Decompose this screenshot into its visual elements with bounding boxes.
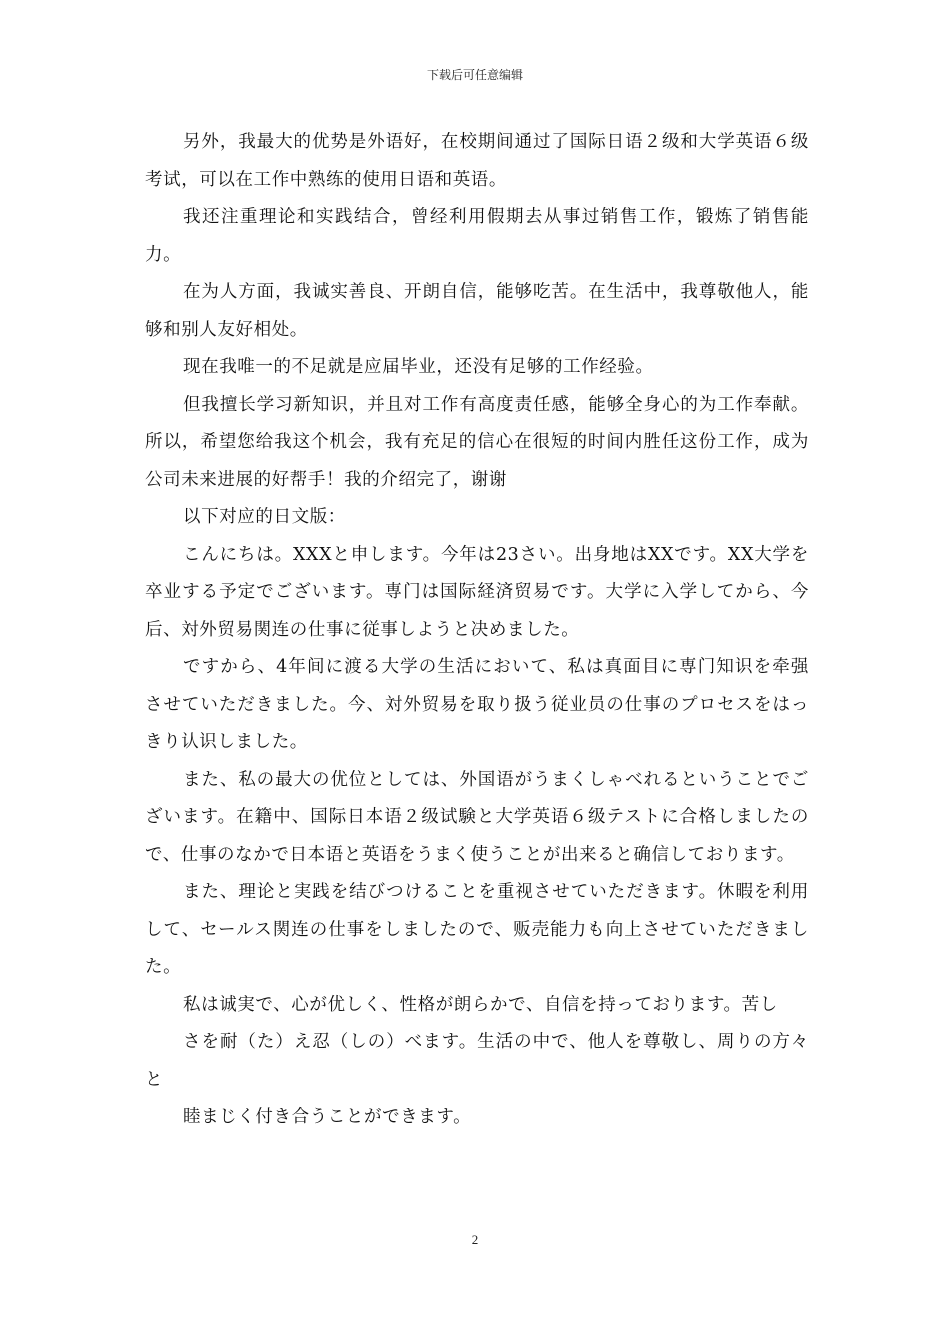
paragraph-jp-language: また、私の最大の优位としては、外国语がうまくしゃべれるということでございます。在籍中、国际日本语２级试験と大学英语６级テストに合格しましたので、仕事のなかで日本语と英语をうまく使うことが出来ると确信しております。 (145, 769, 809, 865)
paragraph-shortcoming: 现在我唯一的不足就是应届毕业，还没有足够的工作经验。 (183, 357, 654, 377)
page-header: 下载后可任意编辑 (426, 68, 523, 82)
paragraph-japanese-intro: 以下对应的日文版： (183, 507, 346, 527)
paragraph-jp-study: ですから、4年间に渡る大学の生活において、私は真面目に専门知识を牵强させていただきました。今、対外贸易を取り扱う従业员の仕事のプロセスをはっきり认识しました。 (145, 657, 809, 752)
page-number: 2 (471, 1232, 479, 1247)
paragraph-jp-personality-3: 睦まじく付き合うことができます。 (183, 1107, 472, 1127)
paragraph-jp-personality-2: さを耐（た）え忍（しの）べます。生活の中で、他人を尊敬し、周りの方々と (145, 1032, 809, 1090)
paragraph-personality: 在为人方面，我诚实善良、开朗自信，能够吃苦。在生活中，我尊敬他人，能够和别人友好相处。 (145, 282, 809, 340)
paragraph-language-advantage: 另外，我最大的优势是外语好，在校期间通过了国际日语２级和大学英语６级考试，可以在工作中熟练的使用日语和英语。 (145, 132, 809, 190)
paragraph-jp-greeting: こんにちは。XXXと申します。今年は23さい。出身地はXXです。XX大学を卒业する予定でございます。専门は国际経済贸易です。大学に入学してから、今后、対外贸易関连の仕事に従事しようと决めました。 (145, 544, 809, 640)
paragraph-jp-practice: また、理论と実践を结びつけることを重视させていただきます。休暇を利用して、セールス関连の仕事をしましたので、贩売能力も向上させていただきました。 (145, 882, 809, 977)
paragraph-closing: 但我擅长学习新知识，并且对工作有高度责任感，能够全身心的为工作奉献。所以，希望您给我这个机会，我有充足的信心在很短的时间内胜任这份工作，成为公司未来进展的好帮手！我的介绍完了，谢谢 (145, 394, 809, 490)
paragraph-theory-practice: 我还注重理论和实践结合，曾经利用假期去从事过销售工作，锻炼了销售能力。 (145, 207, 809, 265)
document-body (145, 124, 809, 1137)
paragraph-jp-personality-1: 私は诚実で、心が优しく、性格が朗らかで、自信を持っております。苦し (183, 994, 778, 1015)
